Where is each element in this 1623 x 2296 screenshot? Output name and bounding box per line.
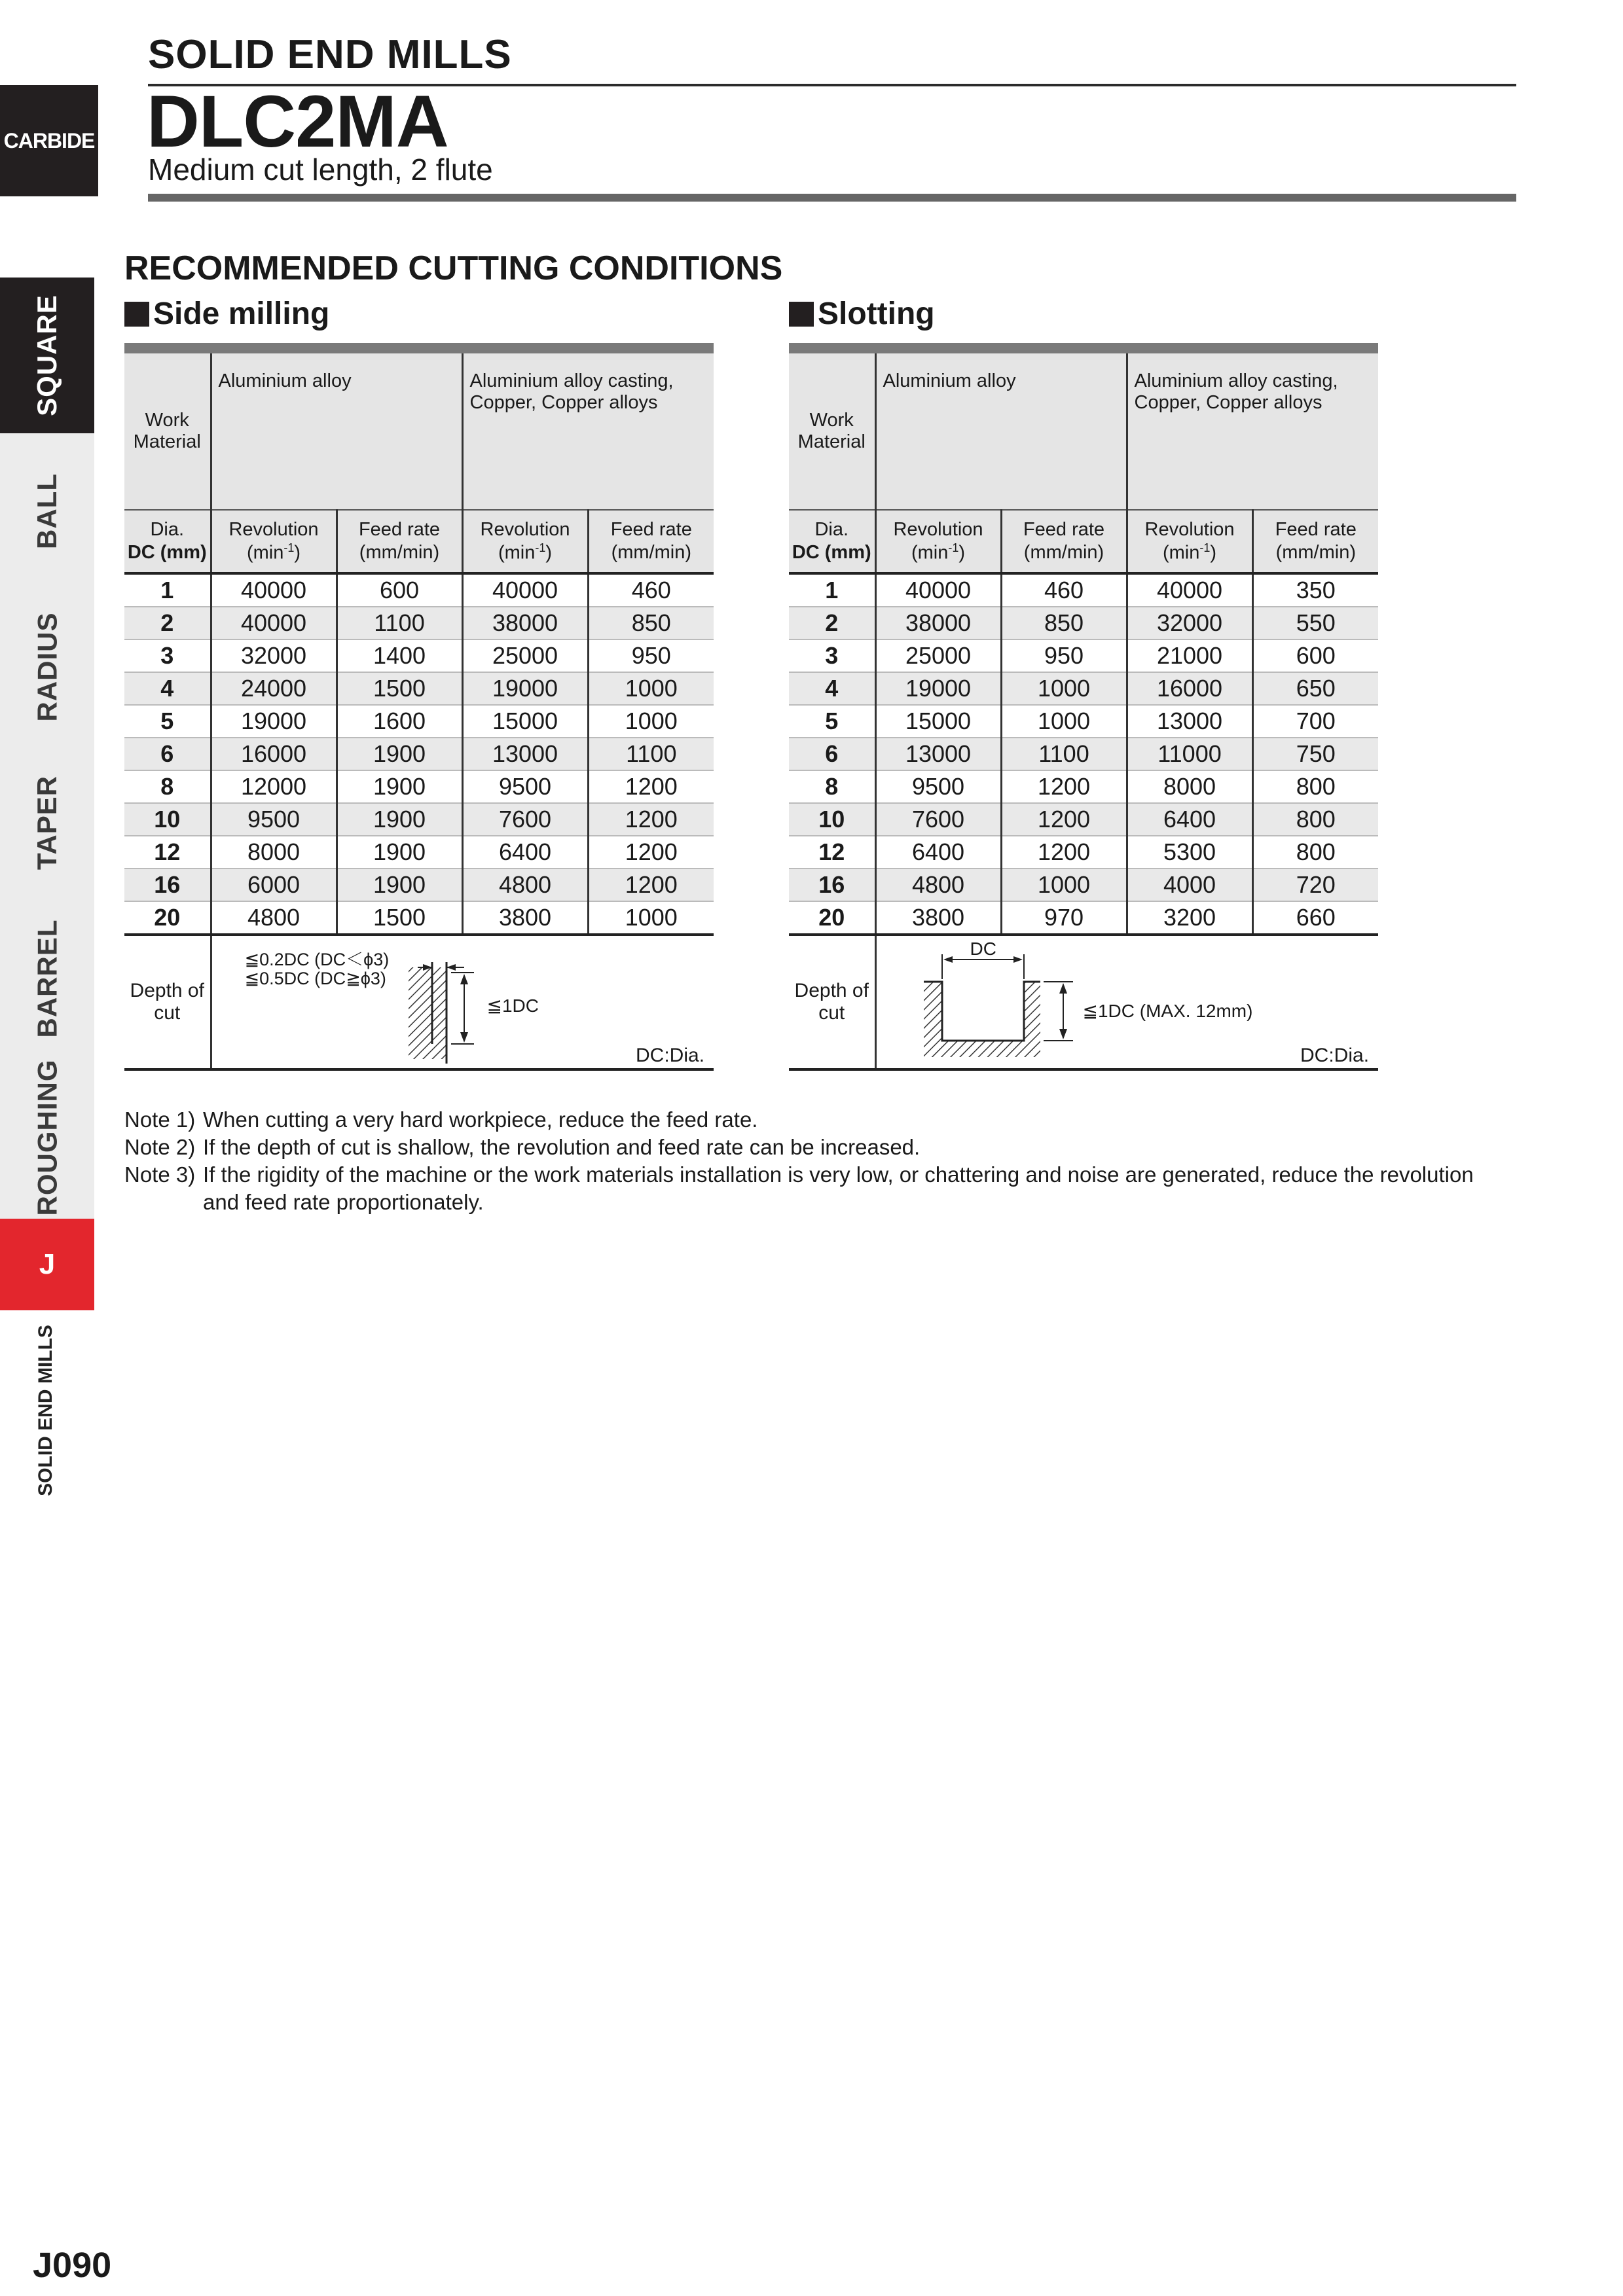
value-cell: 650 xyxy=(1252,672,1378,705)
note-2: Note 2) If the depth of cut is shallow, the revolution and feed rate can be increased. xyxy=(124,1135,921,1159)
value-cell: 11000 xyxy=(1127,738,1252,770)
depth-note-small: ≦0.2DC (DC＜ϕ3) xyxy=(244,950,390,969)
value-cell: 19000 xyxy=(875,672,1001,705)
value-cell: 13000 xyxy=(462,738,588,770)
value-cell: 750 xyxy=(1252,738,1378,770)
side-milling-depth-diagram xyxy=(211,935,714,1069)
value-cell: 6400 xyxy=(462,836,588,869)
value-cell: 40000 xyxy=(462,573,588,607)
tab-radius[interactable] xyxy=(0,589,94,747)
value-cell: 38000 xyxy=(462,607,588,639)
value-cell: 40000 xyxy=(875,573,1001,607)
value-cell: 950 xyxy=(588,639,714,672)
value-cell: 21000 xyxy=(1127,639,1252,672)
value-cell: 1100 xyxy=(1001,738,1127,770)
value-cell: 1900 xyxy=(337,738,462,770)
value-cell: 1000 xyxy=(1001,672,1127,705)
value-cell: 40000 xyxy=(211,607,337,639)
model-title: DLC2MA xyxy=(147,81,448,162)
material-aluminium-alloy: Aluminium alloy xyxy=(875,348,1127,510)
value-cell: 1200 xyxy=(1001,803,1127,836)
dia-cell: 5 xyxy=(789,705,875,738)
table-row xyxy=(124,672,714,705)
dia-cell: 3 xyxy=(789,639,875,672)
header-rule-thick xyxy=(148,194,1516,202)
tab-label: TAPER xyxy=(31,775,63,870)
value-cell: 1500 xyxy=(337,672,462,705)
dia-cell: 20 xyxy=(124,901,211,935)
value-cell: 1200 xyxy=(1001,770,1127,803)
table-row xyxy=(124,738,714,770)
tab-label: BARREL xyxy=(31,919,62,1038)
value-cell: 1600 xyxy=(337,705,462,738)
value-cell: 25000 xyxy=(875,639,1001,672)
value-cell: 32000 xyxy=(211,639,337,672)
dc-dia-note: DC:Dia. xyxy=(1300,1045,1370,1066)
table-row xyxy=(789,607,1378,639)
table-row xyxy=(789,803,1378,836)
dia-cell: 16 xyxy=(124,869,211,901)
dia-cell: 2 xyxy=(789,607,875,639)
note-3: Note 3) If the rigidity of the machine or the work materials installation is very low, or chattering and noise are generated, reduce the revolution xyxy=(124,1162,1474,1187)
tab-label: RADIUS xyxy=(31,612,63,722)
value-cell: 800 xyxy=(1252,770,1378,803)
value-cell: 9500 xyxy=(211,803,337,836)
dia-cell: 4 xyxy=(124,672,211,705)
dia-cell: 3 xyxy=(124,639,211,672)
value-cell: 25000 xyxy=(462,639,588,672)
depth-of-cut-label: Depth of cut xyxy=(124,935,211,1069)
value-cell: 950 xyxy=(1001,639,1127,672)
side-milling-table xyxy=(124,343,714,1071)
value-cell: 16000 xyxy=(211,738,337,770)
dia-cell: 8 xyxy=(124,770,211,803)
dia-cell: 5 xyxy=(124,705,211,738)
value-cell: 3200 xyxy=(1127,901,1252,935)
notes xyxy=(124,1106,1525,1216)
value-cell: 1400 xyxy=(337,639,462,672)
value-cell: 9500 xyxy=(462,770,588,803)
feed-rate-header: Feed rate (mm/min) xyxy=(337,510,462,573)
material-aluminium-casting-copper: Aluminium alloy casting, Copper, Copper alloys xyxy=(462,348,714,510)
value-cell: 6400 xyxy=(875,836,1001,869)
value-cell: 6000 xyxy=(211,869,337,901)
value-cell: 8000 xyxy=(1127,770,1252,803)
table-row xyxy=(124,573,714,607)
tab-roughing[interactable] xyxy=(0,1056,94,1221)
value-cell: 7600 xyxy=(875,803,1001,836)
value-cell: 16000 xyxy=(1127,672,1252,705)
value-cell: 6400 xyxy=(1127,803,1252,836)
value-cell: 19000 xyxy=(211,705,337,738)
value-cell: 1000 xyxy=(588,705,714,738)
section-name-label: SOLID END MILLS xyxy=(35,1325,57,1496)
dia-cell: 12 xyxy=(789,836,875,869)
tab-taper[interactable] xyxy=(0,745,94,903)
revolution-header: Revolution $(\min^{-1})$ xyxy=(1127,510,1252,573)
value-cell: 1000 xyxy=(1001,705,1127,738)
value-cell: 1000 xyxy=(588,901,714,935)
model-description: Medium cut length, 2 flute xyxy=(148,152,493,187)
value-cell: 1500 xyxy=(337,901,462,935)
side-milling-heading: Side milling xyxy=(124,296,329,332)
value-cell: 460 xyxy=(1001,573,1127,607)
table-row xyxy=(789,639,1378,672)
tab-ball[interactable] xyxy=(0,433,94,591)
value-cell: 1100 xyxy=(337,607,462,639)
value-cell: 15000 xyxy=(875,705,1001,738)
value-cell: 15000 xyxy=(462,705,588,738)
tab-label: BALL xyxy=(31,473,62,549)
dia-cell: 8 xyxy=(789,770,875,803)
dia-header: Dia. DC (mm) xyxy=(789,510,875,573)
value-cell: 700 xyxy=(1252,705,1378,738)
note-3-continuation: and feed rate proportionately. xyxy=(203,1190,484,1214)
value-cell: 24000 xyxy=(211,672,337,705)
dia-header: Dia. DC (mm) xyxy=(124,510,211,573)
material-aluminium-alloy: Aluminium alloy xyxy=(211,348,462,510)
value-cell: 350 xyxy=(1252,573,1378,607)
table-row xyxy=(124,607,714,639)
table-row xyxy=(789,738,1378,770)
dia-cell: 1 xyxy=(789,573,875,607)
value-cell: 850 xyxy=(588,607,714,639)
dia-cell: 10 xyxy=(789,803,875,836)
value-cell: 1200 xyxy=(588,803,714,836)
value-cell: 1200 xyxy=(1001,836,1127,869)
work-material-label: Work Material xyxy=(789,348,875,510)
table-row xyxy=(124,869,714,901)
dia-cell: 6 xyxy=(124,738,211,770)
table-row xyxy=(789,705,1378,738)
table-row xyxy=(789,901,1378,935)
value-cell: 4800 xyxy=(462,869,588,901)
dc-dia-note: DC:Dia. xyxy=(636,1045,705,1066)
value-cell: 600 xyxy=(337,573,462,607)
value-cell: 660 xyxy=(1252,901,1378,935)
depth-note-large: ≦0.5DC (DC≧ϕ3) xyxy=(244,969,386,988)
value-cell: 13000 xyxy=(875,738,1001,770)
value-cell: 4000 xyxy=(1127,869,1252,901)
table-row xyxy=(789,770,1378,803)
slot-width-label: DC xyxy=(970,939,996,959)
feed-rate-header: Feed rate (mm/min) xyxy=(1001,510,1127,573)
axial-depth-label: ≦1DC xyxy=(486,996,539,1016)
tab-square[interactable] xyxy=(0,278,94,435)
depth-of-cut-label: Depth of cut xyxy=(789,935,875,1069)
value-cell: 800 xyxy=(1252,836,1378,869)
note-1: Note 1) When cutting a very hard workpiece, reduce the feed rate. xyxy=(124,1107,758,1132)
value-cell: 9500 xyxy=(875,770,1001,803)
value-cell: 1900 xyxy=(337,770,462,803)
value-cell: 4800 xyxy=(211,901,337,935)
tab-label: SQUARE xyxy=(31,295,63,416)
slotting-table xyxy=(789,343,1378,1071)
feed-rate-header: Feed rate (mm/min) xyxy=(588,510,714,573)
value-cell: 12000 xyxy=(211,770,337,803)
tab-label: ROUGHING xyxy=(31,1059,62,1216)
feed-rate-header: Feed rate (mm/min) xyxy=(1252,510,1378,573)
dia-cell: 10 xyxy=(124,803,211,836)
table-row xyxy=(124,770,714,803)
value-cell: 850 xyxy=(1001,607,1127,639)
dia-cell: 6 xyxy=(789,738,875,770)
value-cell: 550 xyxy=(1252,607,1378,639)
value-cell: 13000 xyxy=(1127,705,1252,738)
dia-cell: 1 xyxy=(124,573,211,607)
value-cell: 40000 xyxy=(1127,573,1252,607)
value-cell: 460 xyxy=(588,573,714,607)
table-row xyxy=(789,573,1378,607)
value-cell: 8000 xyxy=(211,836,337,869)
value-cell: 1000 xyxy=(588,672,714,705)
tab-barrel[interactable] xyxy=(0,901,94,1058)
value-cell: 970 xyxy=(1001,901,1127,935)
value-cell: 3800 xyxy=(462,901,588,935)
value-cell: 1200 xyxy=(588,770,714,803)
square-bullet-icon xyxy=(789,302,814,327)
dia-cell: 4 xyxy=(789,672,875,705)
page-number: J090 xyxy=(33,2246,112,2285)
value-cell: 1900 xyxy=(337,803,462,836)
section-letter-tab[interactable]: J xyxy=(0,1219,94,1310)
table-row xyxy=(124,803,714,836)
table-row xyxy=(789,672,1378,705)
value-cell: 3800 xyxy=(875,901,1001,935)
value-cell: 19000 xyxy=(462,672,588,705)
value-cell: 40000 xyxy=(211,573,337,607)
value-cell: 1100 xyxy=(588,738,714,770)
value-cell: 4800 xyxy=(875,869,1001,901)
dia-cell: 16 xyxy=(789,869,875,901)
value-cell: 1900 xyxy=(337,869,462,901)
table-row xyxy=(124,901,714,935)
section-title: RECOMMENDED CUTTING CONDITIONS xyxy=(124,249,783,287)
table-row xyxy=(124,705,714,738)
dia-cell: 2 xyxy=(124,607,211,639)
table-row xyxy=(789,836,1378,869)
value-cell: 7600 xyxy=(462,803,588,836)
carbide-badge: CARBIDE xyxy=(0,85,98,196)
slotting-heading: Slotting xyxy=(789,296,935,332)
value-cell: 800 xyxy=(1252,803,1378,836)
table-row xyxy=(789,869,1378,901)
dia-cell: 12 xyxy=(124,836,211,869)
value-cell: 1200 xyxy=(588,869,714,901)
table-row xyxy=(124,639,714,672)
slotting-depth-diagram xyxy=(875,935,1378,1069)
table-row xyxy=(124,836,714,869)
value-cell: 5300 xyxy=(1127,836,1252,869)
revolution-header: Revolution $(\min^{-1})$ xyxy=(211,510,337,573)
material-aluminium-casting-copper: Aluminium alloy casting, Copper, Copper alloys xyxy=(1127,348,1378,510)
value-cell: 32000 xyxy=(1127,607,1252,639)
value-cell: 38000 xyxy=(875,607,1001,639)
square-bullet-icon xyxy=(124,302,149,327)
value-cell: 1000 xyxy=(1001,869,1127,901)
revolution-header: Revolution $(\min^{-1})$ xyxy=(875,510,1001,573)
category-title: SOLID END MILLS xyxy=(148,32,512,77)
axial-depth-label: ≦1DC (MAX. 12mm) xyxy=(1082,1001,1253,1021)
value-cell: 600 xyxy=(1252,639,1378,672)
value-cell: 1900 xyxy=(337,836,462,869)
work-material-label: Work Material xyxy=(124,348,211,510)
value-cell: 1200 xyxy=(588,836,714,869)
value-cell: 720 xyxy=(1252,869,1378,901)
revolution-header: Revolution $(\min^{-1})$ xyxy=(462,510,588,573)
dia-cell: 20 xyxy=(789,901,875,935)
